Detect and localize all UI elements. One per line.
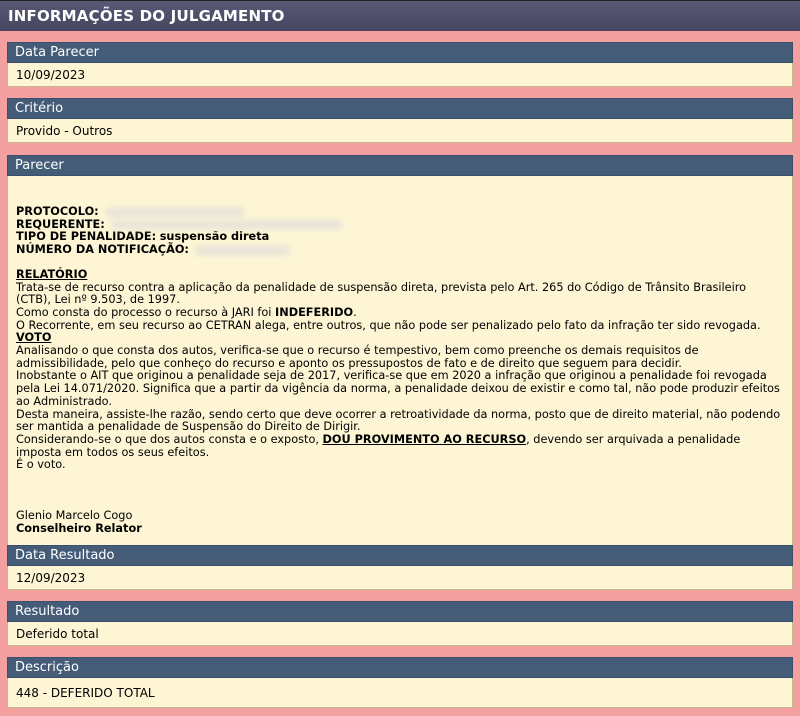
relatorio-paragraph-2 bbox=[16, 307, 784, 320]
descricao-label: Descrição bbox=[7, 657, 793, 678]
notificacao-label: NÚMERO DA NOTIFICAÇÃO: bbox=[16, 243, 189, 257]
redacted-notificacao bbox=[195, 245, 290, 256]
tipo-penalidade-value: suspensão direta bbox=[159, 230, 270, 244]
requerente-line bbox=[16, 219, 784, 232]
redacted-protocolo bbox=[105, 207, 245, 218]
voto-paragraph-5: É o voto. bbox=[16, 458, 66, 472]
voto-paragraph-1: Analisando o que consta dos autos, verifica-se que o recurso é tempestivo, bem como preenche os demais requisitos de admissibilidade, pelo que conheço do recurso e aponto os pressupostos de fato e de direito que seguem para decidir. bbox=[16, 344, 699, 370]
criterio-label: Critério bbox=[7, 98, 793, 119]
parecer-label: Parecer bbox=[7, 155, 793, 176]
tipo-penalidade-label: TIPO DE PENALIDADE: bbox=[16, 230, 157, 244]
dou-provimento-text: DOU PROVIMENTO AO RECURSO bbox=[322, 432, 527, 446]
data-parecer-value: 10/09/2023 bbox=[7, 63, 793, 87]
criterio-value: Provido - Outros bbox=[7, 119, 793, 143]
indeferido-text: INDEFERIDO bbox=[275, 305, 354, 319]
signer-role: Conselheiro Relator bbox=[16, 521, 142, 535]
data-parecer-label: Data Parecer bbox=[7, 42, 793, 63]
parecer-body bbox=[7, 176, 793, 550]
voto-paragraph-4 bbox=[16, 434, 784, 459]
protocolo-label: PROTOCOLO: bbox=[16, 205, 99, 218]
relatorio-paragraph-1: Trata-se de recurso contra a aplicação da penalidade de suspensão direta, prevista pelo Art. 265 do Código de Trânsito Brasileiro (CTB), Lei nº 9.503, de 1997. bbox=[16, 280, 747, 307]
relatorio-heading: RELATÓRIO bbox=[16, 267, 88, 281]
protocolo-line bbox=[16, 206, 784, 219]
voto-p4-text: Considerando-se o que dos autos consta e o exposto, bbox=[16, 432, 323, 446]
voto-heading: VOTO bbox=[16, 331, 52, 345]
relatorio-p2-end: . bbox=[353, 305, 357, 319]
criterio-panel bbox=[7, 98, 793, 143]
redacted-requerente bbox=[111, 219, 343, 230]
data-parecer-panel bbox=[7, 42, 793, 87]
descricao-panel bbox=[7, 657, 793, 708]
data-resultado-label: Data Resultado bbox=[7, 545, 793, 566]
voto-p4-end: , devendo ser arquivada a penalidade imposta em todos os seus efeitos. bbox=[16, 432, 741, 459]
data-resultado-panel bbox=[7, 545, 793, 590]
page-header bbox=[0, 0, 800, 31]
requerente-label: REQUERENTE: bbox=[16, 217, 105, 231]
resultado-label: Resultado bbox=[7, 601, 793, 622]
resultado-panel bbox=[7, 601, 793, 646]
voto-paragraph-3: Desta maneira, assiste-lhe razão, sendo certo que deve ocorrer a retroatividade da norma, posto que de direito material, não podendo ser mantida a penalidade de Suspensão do Direito de Dirigir. bbox=[16, 407, 781, 434]
notificacao-line bbox=[16, 244, 784, 257]
relatorio-paragraph-3: O Recorrente, em seu recurso ao CETRAN alega, entre outros, que não pode ser penalizado pelo fato da infração ter sido revogada. bbox=[16, 318, 761, 332]
descricao-value: 448 - DEFERIDO TOTAL bbox=[7, 678, 793, 708]
parecer-panel bbox=[7, 155, 793, 550]
resultado-value: Deferido total bbox=[7, 622, 793, 646]
page-title: INFORMAÇÕES DO JULGAMENTO bbox=[8, 7, 285, 25]
signer-name: Glenio Marcelo Cogo bbox=[16, 509, 133, 523]
relatorio-p2-text: Como consta do processo o recurso à JARI foi bbox=[16, 305, 276, 319]
data-resultado-value: 12/09/2023 bbox=[7, 566, 793, 590]
voto-paragraph-2: Inobstante o AIT que originou a penalidade seja de 2017, verifica-se que em 2020 a infração que originou a penalidade foi revogada pela Lei 14.071/2020. Significa que a partir da vigência da norma, a penalidade deixou de existir e como tal, não pode produzir efeitos ao Administrado. bbox=[16, 369, 780, 408]
